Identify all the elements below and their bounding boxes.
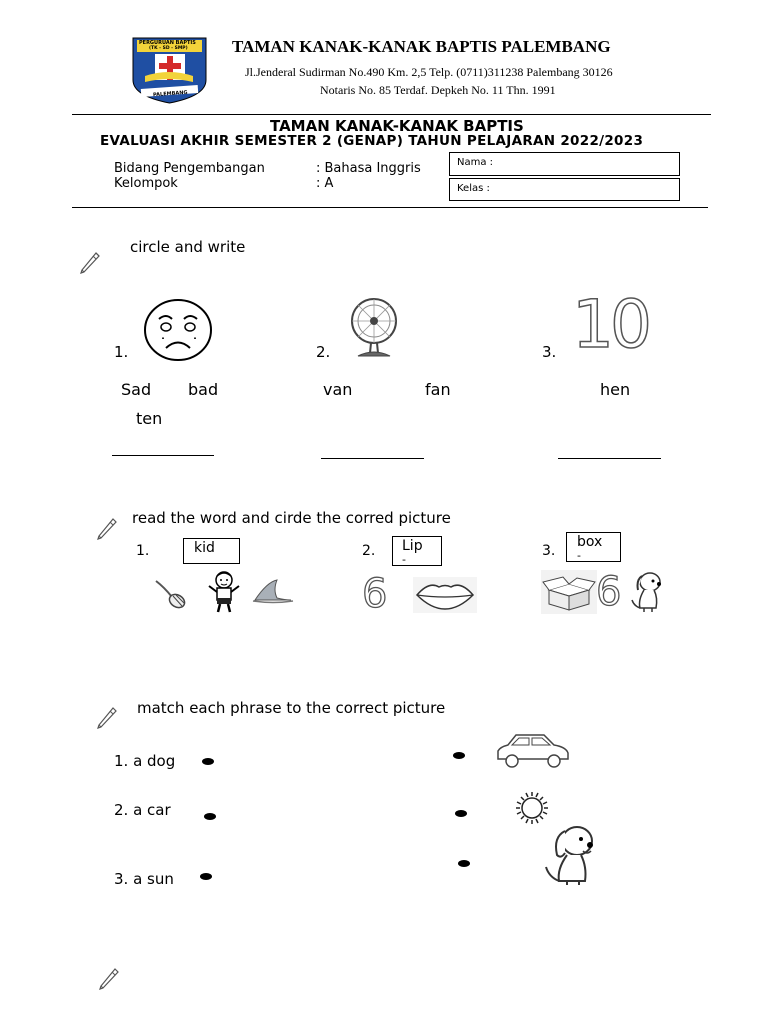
answer-line-2[interactable] <box>321 458 424 459</box>
item2-option-van: van <box>323 380 353 399</box>
pencil-icon <box>95 514 119 540</box>
word-box-lip <box>392 536 442 566</box>
item2-number: 2. <box>316 343 331 361</box>
exam-title: TAMAN KANAK-KANAK BAPTIS <box>270 117 524 135</box>
number-six-picture-2: 6 <box>596 569 622 615</box>
s2-item3-number: 3. <box>542 543 556 559</box>
number-ten-picture: 10 <box>572 286 648 363</box>
subject-label: Bidang Pengembangan <box>114 161 265 176</box>
class-field[interactable] <box>449 178 680 201</box>
sad-face-icon <box>142 297 214 363</box>
item1-option-ten: ten <box>136 409 163 428</box>
kid-icon <box>206 570 242 614</box>
box-icon <box>541 570 597 614</box>
section1-instruction: circle and write <box>130 238 246 256</box>
item3-number: 3. <box>542 343 557 361</box>
class-label: Kelas : <box>457 183 490 194</box>
phrase-a-sun: 3. a sun <box>114 870 174 888</box>
match-dot-left-2[interactable] <box>204 813 216 820</box>
dog-icon <box>541 823 603 887</box>
match-dot-right-3[interactable] <box>458 860 470 867</box>
word-box-kid <box>183 538 240 564</box>
answer-line-3[interactable] <box>558 458 661 459</box>
logo-top-text: PERGURUAN BAPTIS <box>139 40 196 46</box>
item3-option-hen: hen <box>600 380 631 399</box>
item1-number: 1. <box>114 343 129 361</box>
item1-option-sad: Sad <box>121 380 152 399</box>
match-dot-left-3[interactable] <box>200 873 212 880</box>
dog-icon <box>628 570 668 614</box>
school-address: Jl.Jenderal Sudirman No.490 Km. 2,5 Telp. (0711)311238 Palembang 30126 <box>245 65 613 79</box>
sun-icon <box>513 790 551 826</box>
school-name: TAMAN KANAK-KANAK BAPTIS PALEMBANG <box>232 37 611 56</box>
lips-icon <box>413 577 477 613</box>
pencil-icon <box>97 964 121 990</box>
item1-option-bad: bad <box>188 380 219 399</box>
phrase-a-dog: 1. a dog <box>114 752 176 770</box>
car-icon <box>494 731 572 771</box>
section2-instruction: read the word and cirde the corred picture <box>132 509 451 527</box>
word-lip: Lip <box>402 538 423 554</box>
section3-instruction: match each phrase to the correct picture <box>137 699 446 717</box>
exam-subtitle: EVALUASI AKHIR SEMESTER 2 (GENAP) TAHUN PELAJARAN 2022/2023 <box>100 133 644 149</box>
pencil-icon <box>95 703 119 729</box>
word-box-mark: - <box>577 549 581 562</box>
header-divider <box>72 114 711 115</box>
word-box-box <box>566 532 621 562</box>
logo-sub-text: (TK - SD - SMP) <box>149 46 188 51</box>
word-box: box <box>577 534 603 550</box>
s2-item2-number: 2. <box>362 543 376 559</box>
name-label: Nama : <box>457 157 494 168</box>
group-label: Kelompok <box>114 176 178 191</box>
word-kid: kid <box>194 540 215 556</box>
fan-icon <box>340 297 408 359</box>
answer-line-1[interactable] <box>112 455 214 456</box>
word-lip-mark: - <box>402 553 406 566</box>
match-dot-left-1[interactable] <box>202 758 214 765</box>
pencil-icon <box>78 248 102 274</box>
phrase-a-car: 2. a car <box>114 801 171 819</box>
number-six-picture: 6 <box>362 571 388 617</box>
name-field[interactable] <box>449 152 680 176</box>
info-divider <box>72 207 708 208</box>
school-logo <box>131 36 208 104</box>
logo-bottom-text: PALEMBANG <box>152 89 188 99</box>
s2-item1-number: 1. <box>136 543 150 559</box>
item2-option-fan: fan <box>425 380 451 399</box>
subject-value: : Bahasa Inggris <box>316 161 421 176</box>
match-dot-right-1[interactable] <box>453 752 465 759</box>
school-notary: Notaris No. 85 Terdaf. Depkeh No. 11 Thn. 1991 <box>320 83 556 97</box>
comb-icon <box>152 577 188 611</box>
group-value: : A <box>316 176 334 191</box>
match-dot-right-2[interactable] <box>455 810 467 817</box>
shark-fin-icon <box>253 578 293 604</box>
